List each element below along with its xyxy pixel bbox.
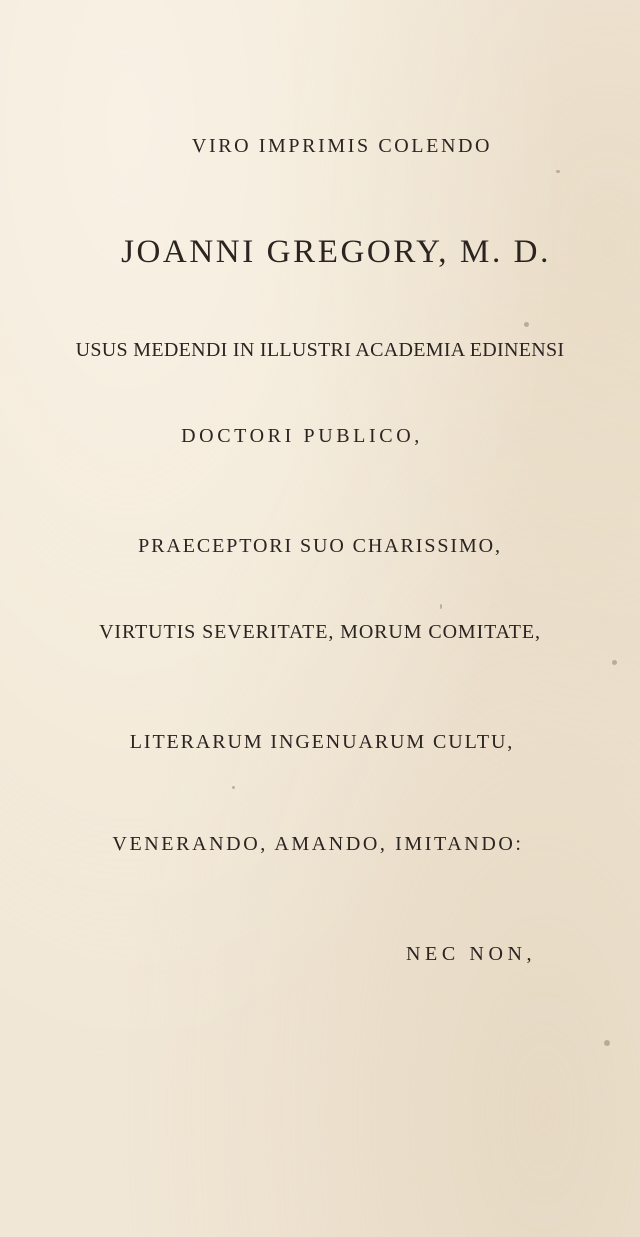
paper-speck: [556, 170, 560, 173]
paper-speck: [232, 786, 235, 789]
paper-speck: [612, 660, 617, 665]
catchword: NEC NON,: [406, 943, 537, 965]
paper-speck: [440, 604, 442, 609]
dedication-line-8: VENERANDO, AMANDO, IMITANDO:: [112, 833, 524, 855]
dedicatee-name: JOANNI GREGORY, M. D.: [121, 234, 551, 270]
dedication-line-5: PRAECEPTORI SUO CHARISSIMO,: [138, 535, 502, 557]
dedication-line-7: LITERARUM INGENUARUM CULTU,: [129, 731, 515, 753]
paper-speck: [604, 1040, 610, 1046]
dedication-line-3: USUS MEDENDI IN ILLUSTRI ACADEMIA EDINENSI: [75, 339, 565, 361]
dedication-line-4: DOCTORI PUBLICO,: [181, 425, 423, 447]
paper-speck: [524, 322, 529, 327]
dedication-line-6: VIRTUTIS SEVERITATE, MORUM COMITATE,: [99, 621, 541, 643]
dedication-line-1: VIRO IMPRIMIS COLENDO: [191, 135, 493, 157]
